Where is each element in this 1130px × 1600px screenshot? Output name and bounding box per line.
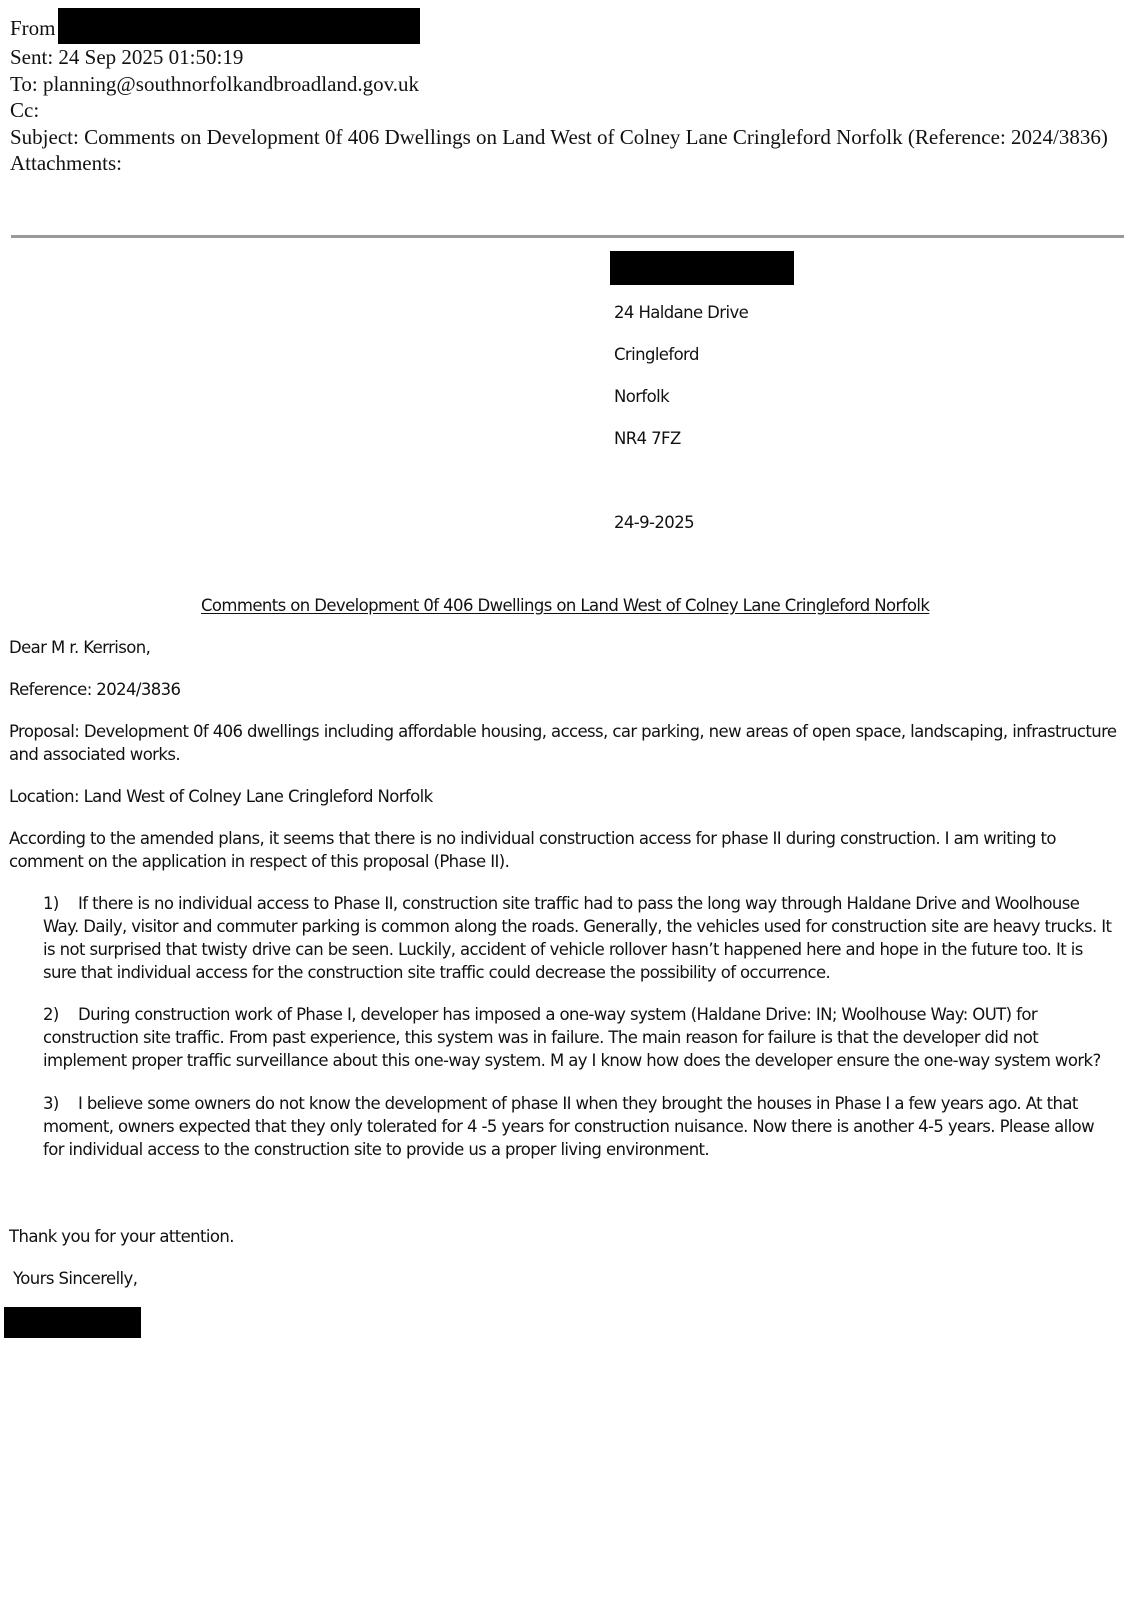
- address-line-town: Cringleford: [614, 345, 699, 364]
- redacted-sender: [58, 8, 420, 44]
- closing: Yours Sincerelly,: [13, 1269, 138, 1288]
- address-line-county: Norfolk: [614, 387, 670, 406]
- list-item-number: 3): [43, 1094, 59, 1113]
- list-item-number: 1): [43, 894, 59, 913]
- list-item: [43, 1003, 1119, 1072]
- reference: Reference: 2024/3836: [9, 680, 181, 699]
- address-line-street: 24 Haldane Drive: [614, 303, 749, 322]
- letter-subject: Comments on Development 0f 406 Dwellings on Land West of Colney Lane Cringleford Norfolk: [201, 596, 930, 615]
- redacted-sender-name: [610, 251, 794, 285]
- from-row: [10, 8, 1120, 44]
- thanks: Thank you for your attention.: [9, 1227, 234, 1246]
- subject-row: Subject: Comments on Development 0f 406 Dwellings on Land West of Colney Lane Cringleford Norfolk (Reference: 2024/3836): [10, 124, 1108, 149]
- location: Location: Land West of Colney Lane Cringleford Norfolk: [9, 787, 433, 806]
- list-item-text: I believe some owners do not know the development of phase II when they brought the houses in Phase I a few years ago. At that moment, owners expected that they only tolerated for 4 -5 years for construction nuisance. Now there is another 4-5 years. Please allow for individual access to the construction site to provide us a proper living environment.: [43, 1094, 1095, 1159]
- letter-date: 24-9-2025: [614, 513, 694, 532]
- to-row: To: planning@southnorfolkandbroadland.gov.uk: [10, 71, 420, 96]
- salutation: Dear M r. Kerrison,: [9, 638, 151, 657]
- list-item-text: During construction work of Phase I, developer has imposed a one-way system (Haldane Drive: IN; Woolhouse Way: OUT) for construction site traffic. From past experience, this system was in failure. The main reason for failure is that the developer did not implement proper traffic surveillance about this one-way system. M ay I know how does the developer ensure the one-way system work?: [43, 1005, 1101, 1070]
- from-label: From: [10, 16, 56, 40]
- attachments-row: Attachments:: [10, 151, 122, 175]
- list-item-text: If there is no individual access to Phase II, construction site traffic had to pass the long way through Haldane Drive and Woolhouse Way. Daily, visitor and commuter parking is common along the roads. Generally, the vehicles used for construction site are heavy trucks. It is not surprised that twisty drive can be seen. Luckily, accident of vehicle rollover hasn’t happened here and hope in the future too. It is sure that individual access for the construction site traffic could decrease the possibility of occurrence.: [43, 894, 1112, 982]
- address-line-postcode: NR4 7FZ: [614, 429, 681, 448]
- list-item-number: 2): [43, 1005, 59, 1024]
- redacted-signature: [4, 1307, 141, 1338]
- list-item: [43, 1092, 1119, 1161]
- list-item: [43, 892, 1119, 984]
- email-header: [10, 8, 1120, 177]
- sent-row: Sent: 24 Sep 2025 01:50:19: [10, 45, 244, 69]
- intro-paragraph: According to the amended plans, it seems that there is no individual construction access for phase II during construction. I am writing to comment on the application in respect of this proposal (Phase II).: [9, 829, 1056, 871]
- cc-row: Cc:: [10, 98, 40, 122]
- proposal: Proposal: Development 0f 406 dwellings including affordable housing, access, car parking, new areas of open space, landscaping, infrastructure and associated works.: [9, 722, 1117, 764]
- header-divider: [11, 235, 1124, 238]
